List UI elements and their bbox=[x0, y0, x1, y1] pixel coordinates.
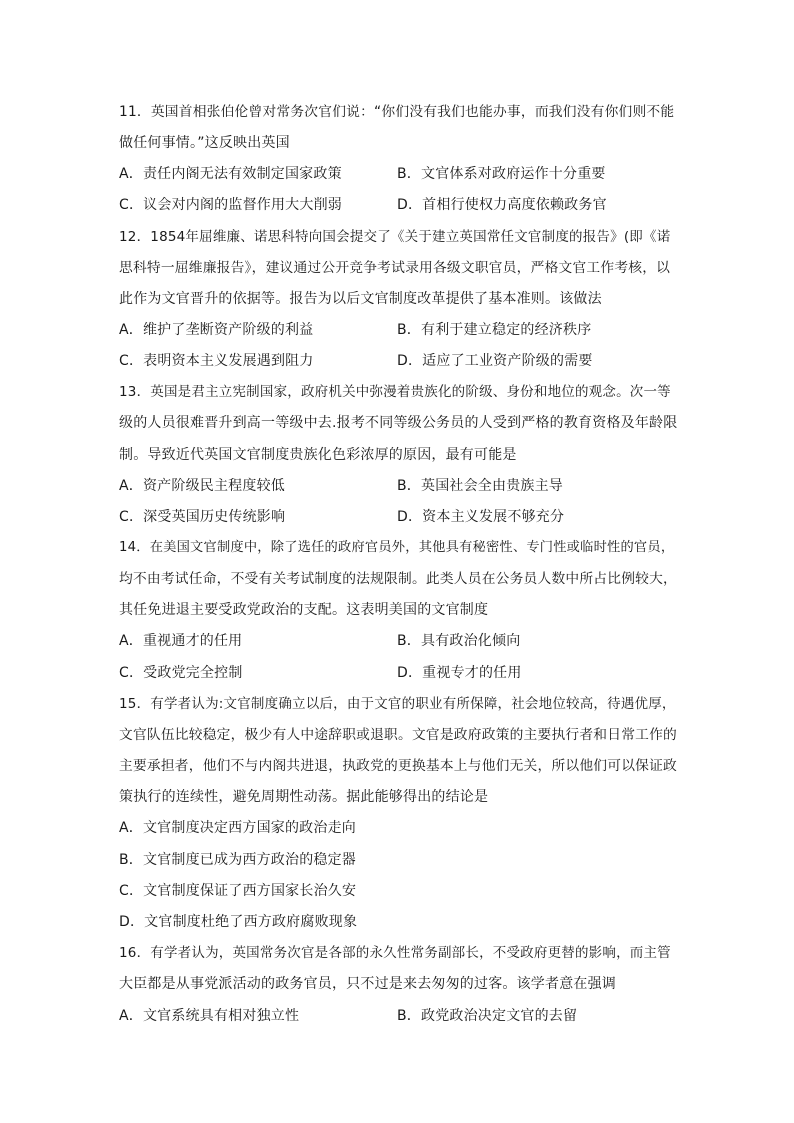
q12-text-line-3: 此作为文官晋升的依据等。报告为以后文官制度改革提供了基本准则。该做法 bbox=[119, 291, 602, 307]
q15-option-a: A．文官制度决定西方国家的政治走向 bbox=[119, 820, 356, 836]
q15-text-line-1: 15．有学者认为:文官制度确立以后，由于文官的职业有所保障，社会地位较高，待遇优厚， bbox=[119, 696, 676, 712]
q12-option-a: A．维护了垄断资产阶级的利益 bbox=[119, 322, 314, 338]
q13-option-d: D．资本主义发展不够充分 bbox=[397, 509, 565, 525]
q15-option-b: B．文官制度已成为西方政治的稳定器 bbox=[119, 852, 357, 868]
q13-text-line-3: 制。导致近代英国文官制度贵族化色彩浓厚的原因，最有可能是 bbox=[119, 447, 517, 463]
q16-text-line-1: 16．有学者认为，英国常务次官是各部的永久性常务副部长，不受政府更替的影响，而主管 bbox=[119, 945, 671, 961]
q12-option-b: B．有利于建立稳定的经济秩序 bbox=[397, 322, 592, 338]
q12-option-c: C．表明资本主义发展遇到阻力 bbox=[119, 353, 314, 369]
q11-text-line-1: 11．英国首相张伯伦曾对常务次官们说：“你们没有我们也能办事，而我们没有你们则不能 bbox=[119, 104, 675, 120]
q14-text-line-2: 均不由考试任命，不受有关考试制度的法规限制。此类人员在公务员人数中所占比例较大， bbox=[119, 571, 678, 587]
q13-option-b: B．英国社会全由贵族主导 bbox=[397, 478, 564, 494]
q14-option-a: A．重视通才的任用 bbox=[119, 633, 243, 649]
q14-option-c: C．受政党完全控制 bbox=[119, 665, 243, 681]
q13-text-line-1: 13．英国是君主立宪制国家，政府机关中弥漫着贵族化的阶级、身份和地位的观念。次一等 bbox=[119, 384, 671, 400]
q11-option-b: B．文官体系对政府运作十分重要 bbox=[397, 166, 606, 182]
q13-option-a: A．资产阶级民主程度较低 bbox=[119, 478, 285, 494]
q12-text-line-2: 思科特一屈维廉报告》，建议通过公开竞争考试录用各级文职官员，严格文官工作考核，以 bbox=[119, 260, 671, 276]
q11-text-line-2: 做任何事情。”这反映出英国 bbox=[119, 135, 290, 151]
q13-text-line-2: 级的人员很难晋升到高一等级中去.报考不同等级公务员的人受到严格的教育资格及年龄限 bbox=[119, 415, 678, 431]
q15-text-line-2: 文官队伍比较稳定，极少有人中途辞职或退职。文官是政府政策的主要执行者和日常工作的 bbox=[119, 727, 678, 743]
q14-option-d: D．重视专才的任用 bbox=[397, 665, 522, 681]
q15-text-line-4: 策执行的连续性，避免周期性动荡。据此能够得出的结论是 bbox=[119, 789, 489, 805]
q13-option-c: C．深受英国历史传统影响 bbox=[119, 509, 286, 525]
q11-option-c: C．议会对内阁的监督作用大大削弱 bbox=[119, 197, 342, 213]
q12-option-d: D．适应了工业资产阶级的需要 bbox=[397, 353, 593, 369]
q15-text-line-3: 主要承担者，他们不与内阁共进退，执政党的更换基本上与他们无关，所以他们可以保证政 bbox=[119, 758, 678, 774]
q11-option-a: A．责任内阁无法有效制定国家政策 bbox=[119, 166, 342, 182]
q14-text-line-1: 14．在美国文官制度中，除了选任的政府官员外，其他具有秘密性、专门性或临时性的官员， bbox=[119, 540, 675, 555]
q14-option-b: B．具有政治化倾向 bbox=[397, 633, 521, 649]
q14-text-line-3: 其任免进退主要受政党政治的支配。这表明美国的文官制度 bbox=[119, 602, 489, 618]
q11-option-d: D．首相行使权力高度依赖政务官 bbox=[397, 197, 607, 213]
q16-text-line-2: 大臣都是从事党派活动的政务官员，只不过是来去匆匆的过客。该学者意在强调 bbox=[119, 976, 616, 992]
q15-option-d: D．文官制度杜绝了西方政府腐败现象 bbox=[119, 914, 358, 930]
q16-option-b: B．政党政治决定文官的去留 bbox=[397, 1008, 578, 1024]
q15-option-c: C．文官制度保证了西方国家长治久安 bbox=[119, 883, 357, 899]
q12-text-line-1: 12．1854年屈维廉、诺思科特向国会提交了《关于建立英国常任文官制度的报告》(即《诺 bbox=[119, 229, 671, 245]
q16-option-a: A．文官系统具有相对独立性 bbox=[119, 1008, 300, 1024]
